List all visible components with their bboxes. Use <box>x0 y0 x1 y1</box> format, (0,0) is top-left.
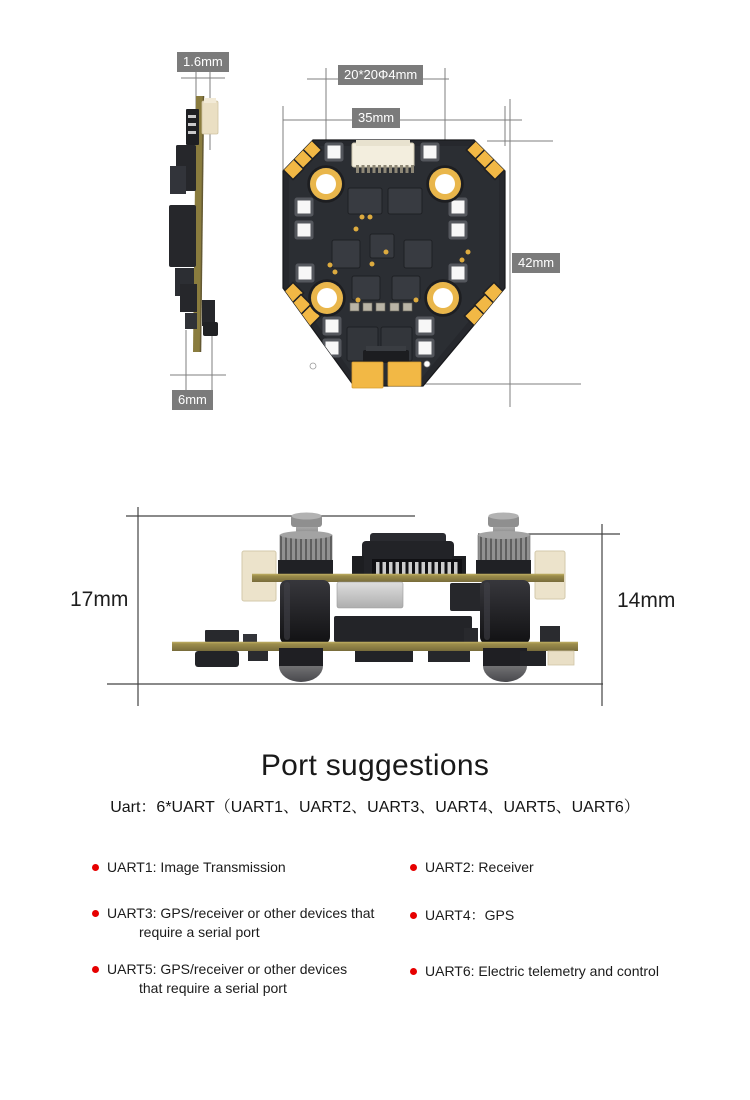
dim-label-mounting-pattern: 20*20Φ4mm <box>338 65 423 85</box>
standoff-left <box>278 513 333 578</box>
ffc-connector-side <box>202 101 218 134</box>
bullet-icon <box>410 968 417 975</box>
battery-pads <box>310 361 430 388</box>
dim-label-stack-height-inner: 14mm <box>617 589 676 612</box>
port-item-uart5 <box>92 960 347 998</box>
port-item-text: UART2: Receiver <box>425 859 534 875</box>
bullet-icon <box>92 966 99 973</box>
bullet-icon <box>410 912 417 919</box>
dim-label-board-width: 35mm <box>352 108 400 128</box>
bullet-icon <box>92 864 99 871</box>
port-item-text-line2: that require a serial port <box>139 980 287 996</box>
ports-title: Port suggestions <box>260 749 490 782</box>
port-item-uart3 <box>92 904 374 942</box>
ports-subtitle: Uart：6*UART（UART1、UART2、UART3、UART4、UART5、UART6） <box>110 799 640 816</box>
port-item-uart4 <box>410 906 514 925</box>
dim-label-side-depth: 6mm <box>172 390 213 410</box>
stack-side-view <box>172 513 578 683</box>
pcb-top-view <box>282 139 505 388</box>
dim-label-board-thickness: 1.6mm <box>177 52 229 72</box>
standoff-right <box>476 513 531 578</box>
port-item-text: UART5: GPS/receiver or other devices <box>107 961 348 977</box>
port-item-uart6 <box>410 962 659 981</box>
pcb-side-view <box>169 96 218 352</box>
port-item-text: UART4：GPS <box>425 907 515 923</box>
port-item-text-line2: require a serial port <box>139 924 260 940</box>
bullet-icon <box>410 864 417 871</box>
port-item-text: UART1: Image Transmission <box>107 859 286 875</box>
bullet-icon <box>92 910 99 917</box>
dim-label-stack-height-total: 17mm <box>70 588 129 611</box>
port-item-uart1 <box>92 858 286 877</box>
dim-label-board-height: 42mm <box>512 253 560 273</box>
side-components <box>169 145 218 336</box>
port-item-text: UART6: Electric telemetry and control <box>425 963 659 979</box>
port-item-uart2 <box>410 858 534 877</box>
port-item-text: UART3: GPS/receiver or other devices that <box>107 905 375 921</box>
